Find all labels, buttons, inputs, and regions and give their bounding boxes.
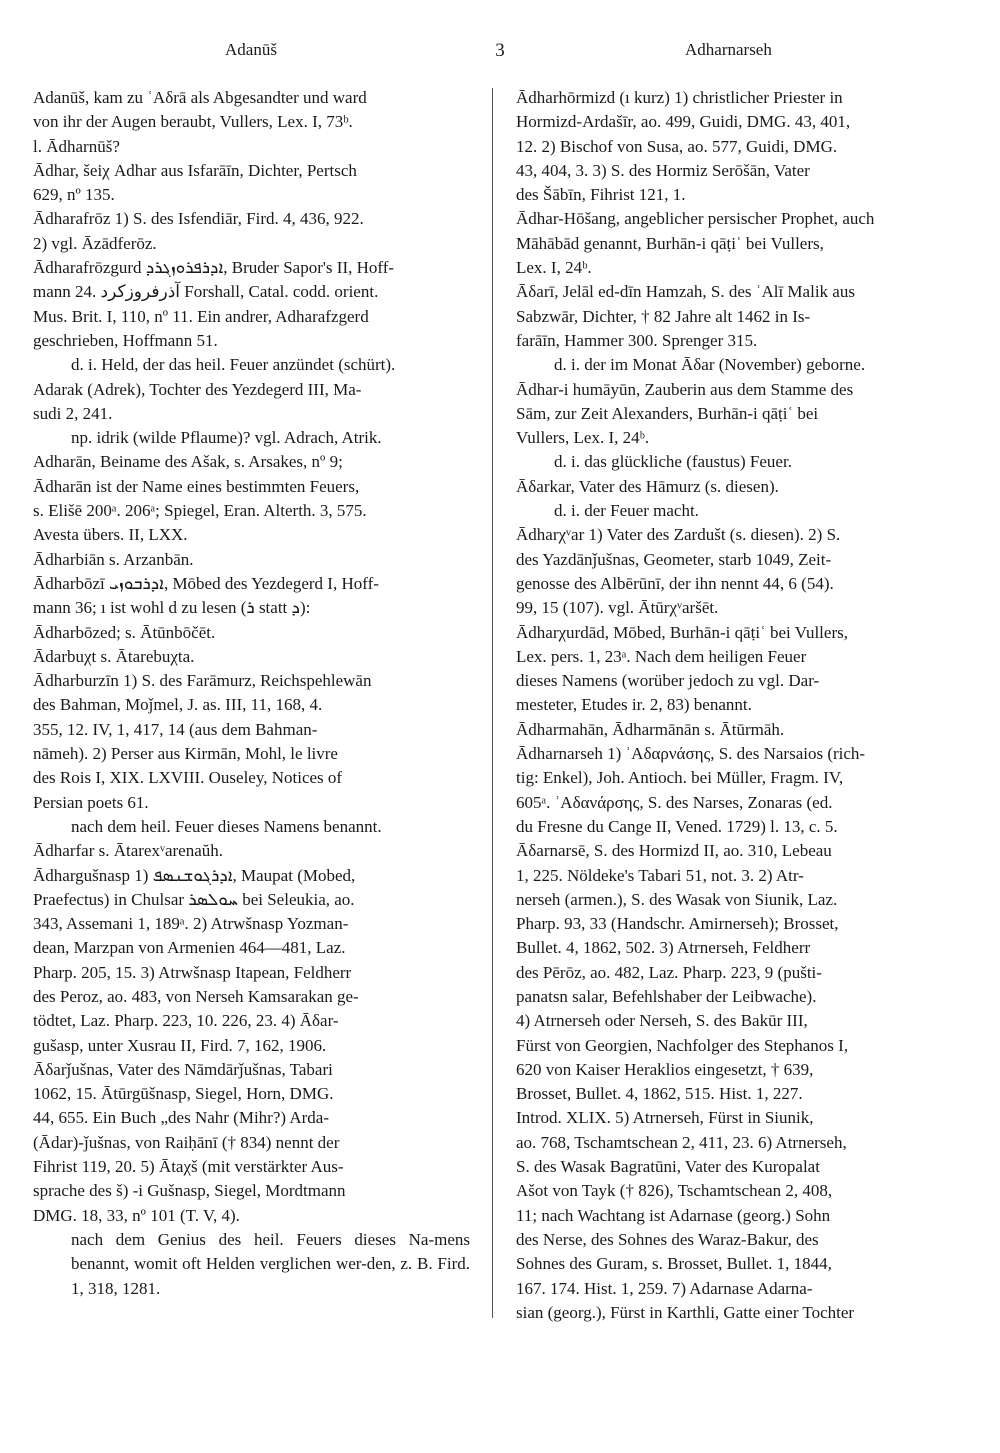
text-line: Hormizd-Ardašīr, ao. 499, Guidi, DMG. 43, 401,	[516, 112, 851, 132]
text-line: mann 24. آذرفروزکرد Forshall, Catal. codd. orient.	[33, 282, 379, 302]
text-line: Ādhargušnasp 1) ܐܕܪܓܘܫܢܣܦ, Maupat (Mobed,	[33, 865, 356, 885]
text-line: Persian poets 61.	[33, 792, 149, 812]
text-line: Ādharafrōz 1) S. des Isfendiār, Fird. 4, 436, 922.	[33, 209, 364, 229]
text-line: Ašot von Tayk († 826), Tschamtschean 2, 408,	[516, 1181, 833, 1201]
text-line: nāmeh). 2) Perser aus Kirmān, Mohl, le livre	[33, 744, 338, 764]
text-line: geschrieben, Hoffmann 51.	[33, 330, 218, 350]
text-line: (Ādar)-ǰušnas, von Raiḥānī († 834) nennt der	[33, 1132, 340, 1152]
text-line: 1, 225. Nöldeke's Tabari 51, not. 3. 2) Atr-	[516, 865, 804, 885]
text-line: 343, Assemani 1, 189ᵃ. 2) Atrwšnasp Yozman-	[33, 914, 349, 934]
text-line: 167. 174. Hist. 1, 259. 7) Adarnase Adarna-	[516, 1278, 813, 1298]
dictionary-entry	[516, 718, 958, 742]
dictionary-entry	[33, 839, 470, 863]
text-line: mesteter, Etudes ir. 2, 83) benannt.	[516, 695, 752, 715]
text-line: Adanūš, kam zu ʿAδrā als Abgesandter und ward	[33, 88, 367, 107]
text-line: Fihrist 119, 20. 5) Ātaχš (mit verstärkter Aus-	[33, 1157, 344, 1177]
text-line: nach dem Genius des heil. Feuers dieses Na-	[71, 1229, 435, 1249]
text-line: Sām, zur Zeit Alexanders, Burhān-i qāṭiʿ bei	[516, 403, 819, 423]
text-line: Āδarī, Jelāl ed-dīn Hamzah, S. des ʿAlī Malik aus	[516, 282, 855, 302]
text-line: Māhābād genannt, Burhān-i qāṭiʿ bei Vullers,	[516, 233, 824, 253]
text-line: 12. 2) Bischof von Susa, ao. 577, Guidi, DMG.	[516, 136, 838, 156]
text-line: Ādharmahān, Ādharmānān s. Ātūrmāh.	[516, 719, 785, 739]
text-line: nerseh (armen.), S. des Wasak von Siunik, Laz.	[516, 889, 838, 909]
dictionary-entry	[33, 159, 470, 208]
text-line: Ādharχurdād, Mōbed, Burhān-i qāṭiʿ bei Vullers,	[516, 622, 848, 642]
text-line: Ādharχᵛar 1) Vater des Zardušt (s. diesen). 2) S.	[516, 525, 841, 545]
text-line: Adharān, Beiname des Ašak, s. Arsakes, nº 9;	[33, 452, 343, 472]
dictionary-entry	[33, 256, 470, 353]
etymology-note	[33, 353, 470, 377]
text-line: Ādharbōzed; s. Ātūnbōčēt.	[33, 622, 216, 642]
text-line: 629, nº 135.	[33, 185, 115, 205]
text-line: 355, 12. IV, 1, 417, 14 (aus dem Bahman-	[33, 719, 318, 739]
text-line: Introd. XLIX. 5) Atrnerseh, Fürst in Siunik,	[516, 1108, 814, 1128]
text-line: mann 36; ı ist wohl d zu lesen (ܪ statt ܕ):	[33, 598, 311, 618]
text-line: Avesta übers. II, LXX.	[33, 525, 188, 545]
text-line: DMG. 18, 33, nº 101 (T. V, 4).	[33, 1205, 240, 1225]
text-line: S. des Wasak Bagratūni, Vater des Kuropalat	[516, 1157, 820, 1177]
text-line: des Nerse, des Sohnes des Waraz-Bakur, des	[516, 1229, 819, 1249]
left-column	[33, 86, 470, 1301]
text-line: Sohnes des Guram, s. Brosset, Bullet. 1, 1844,	[516, 1254, 832, 1274]
text-line: Ādharburzīn 1) S. des Farāmurz, Reichspehlewān	[33, 671, 372, 691]
etymology-note	[516, 499, 958, 523]
text-line: d. i. Held, der das heil. Feuer anzündet (schürt).	[71, 355, 396, 375]
dictionary-entry	[33, 864, 470, 1228]
text-line: Mus. Brit. I, 110, nº 11. Ein andrer, Adharafzgerd	[33, 306, 369, 326]
text-line: tig: Enkel), Joh. Antioch. bei Müller, Fragm. IV,	[516, 768, 844, 788]
text-line: farāīn, Hammer 300. Sprenger 315.	[516, 330, 758, 350]
dictionary-entry	[33, 86, 470, 159]
text-line: des Bahman, Moǰmel, J. as. III, 11, 168, 4.	[33, 695, 323, 715]
text-line: 620 von Kaiser Heraklios eingesetzt, † 639,	[516, 1059, 814, 1079]
page-number: 3	[495, 40, 505, 61]
text-line: Bullet. 4, 1862, 502. 3) Atrnerseh, Feldherr	[516, 938, 811, 958]
text-line: d. i. der im Monat Āδar (November) geborne.	[554, 355, 866, 375]
text-line: Pharp. 205, 15. 3) Atrwšnasp Itapean, Feldherr	[33, 962, 352, 982]
text-line: Lex. I, 24ᵇ.	[516, 258, 592, 278]
text-line: 605ᵃ. ʾΑδανάρσης, S. des Narses, Zonaras (ed.	[516, 792, 833, 812]
text-line: Lex. pers. 1, 23ᵃ. Nach dem heiligen Feuer	[516, 646, 807, 666]
text-line: panatsn salar, Befehlshaber der Leibwache).	[516, 986, 817, 1006]
header-left-catchword: Adanūš	[225, 40, 277, 59]
text-line: l. Ādharnūš?	[33, 136, 120, 156]
text-line: Ādharhōrmizd (ı kurz) 1) christlicher Priester in	[516, 88, 843, 107]
header-right-catchword: Adharnarseh	[685, 40, 772, 59]
dictionary-entry	[33, 669, 470, 815]
text-line: nach dem heil. Feuer dieses Namens benannt.	[71, 816, 382, 836]
dictionary-entry	[516, 280, 958, 353]
right-column	[516, 86, 958, 1325]
text-line: gušasp, unter Xusrau II, Fird. 7, 162, 1906.	[33, 1035, 327, 1055]
text-line: 43, 404, 3. 3) S. des Hormiz Serōšān, Vater	[516, 160, 810, 180]
text-line: s. Elišē 200ᵃ. 206ᵃ; Spiegel, Eran. Alterth. 3, 575.	[33, 501, 367, 521]
dictionary-entry	[516, 86, 958, 207]
text-line: ao. 768, Tschamtschean 2, 411, 23. 6) Atrnerseh,	[516, 1132, 847, 1152]
text-line: tödtet, Laz. Pharp. 223, 10. 226, 23. 4) Āδar-	[33, 1011, 339, 1031]
text-line: dean, Marzpan von Armenien 464—481, Laz.	[33, 938, 346, 958]
text-line: von ihr der Augen beraubt, Vullers, Lex. I, 73ᵇ.	[33, 112, 353, 132]
text-line: sian (georg.), Fürst in Karthli, Gatte einer Tochter	[516, 1302, 855, 1322]
text-line: Ādharafrōzgurd ܐܕܪܦܪܘܙܓܪܕ, Bruder Sapor's II, Hoff-	[33, 258, 395, 278]
text-line: Vullers, Lex. I, 24ᵇ.	[516, 428, 650, 448]
etymology-note	[516, 450, 958, 474]
text-line: 44, 655. Ein Buch „des Nahr (Mihr?) Arda-	[33, 1108, 330, 1128]
dictionary-entry	[33, 572, 470, 645]
text-line: des Peroz, ao. 483, von Nerseh Kamsarakan ge-	[33, 986, 359, 1006]
text-line: Ādhar, šeiχ Adhar aus Isfarāīn, Dichter, Pertsch	[33, 160, 357, 180]
text-line: Sabzwār, Dichter, † 82 Jahre alt 1462 in Is-	[516, 306, 811, 326]
text-line: Ādharnarseh 1) ʾΑδαρνάσης, S. des Narsaios (rich-	[516, 744, 866, 764]
etymology-note	[33, 426, 470, 450]
text-line: 4) Atrnerseh oder Nerseh, S. des Bakūr III,	[516, 1011, 808, 1031]
text-line: Praefectus) in Chulsar ܚܘܠܣܪ bei Seleukia, ao.	[33, 889, 355, 909]
text-line: den, z. B. Fird. 1, 318, 1281.	[71, 1254, 470, 1298]
text-line: 2) vgl. Āzādferōz.	[33, 233, 157, 253]
text-line: Āδarǰušnas, Vater des Nāmdārǰušnas, Tabari	[33, 1059, 333, 1079]
text-line: Ādharbiān s. Arzanbān.	[33, 549, 194, 569]
text-line: Brosset, Bullet. 4, 1862, 515. Hist. 1, 227.	[516, 1084, 803, 1104]
dictionary-entry	[33, 207, 470, 256]
text-line: dieses Namens (worüber jedoch zu vgl. Dar-	[516, 671, 820, 691]
dictionary-entry	[516, 475, 958, 499]
dictionary-entry	[516, 523, 958, 620]
text-line: Āδarnarsē, S. des Hormizd II, ao. 310, Lebeau	[516, 841, 832, 861]
dictionary-entry	[33, 645, 470, 669]
text-line: des Yazdānǰušnas, Geometer, starb 1049, Zeit-	[516, 549, 832, 569]
text-line: Ādharfar s. Ātarexᵛarenaŭh.	[33, 841, 224, 861]
text-line: des Pērōz, ao. 482, Laz. Pharp. 223, 9 (pušti-	[516, 962, 822, 982]
text-line: d. i. das glückliche (faustus) Feuer.	[554, 452, 792, 472]
text-line: Ādhar-Hōšang, angeblicher persischer Prophet, auch	[516, 209, 875, 229]
text-line: Pharp. 93, 33 (Handschr. Amirnerseh); Brosset,	[516, 914, 839, 934]
dictionary-entry	[516, 742, 958, 1325]
text-line: Ādharbōzī ܐܕܪܒܘܙܝ, Mōbed des Yezdegerd I, Hoff-	[33, 573, 379, 593]
text-line: 99, 15 (107). vgl. Ātūrχᵛaršēt.	[516, 598, 719, 618]
dictionary-entry	[33, 450, 470, 547]
text-line: genosse des Albērūnī, der ihn nennt 44, 6 (54).	[516, 573, 834, 593]
text-line: Āδarkar, Vater des Hāmurz (s. diesen).	[516, 476, 779, 496]
text-line: d. i. der Feuer macht.	[554, 501, 699, 521]
text-line: du Fresne du Cange II, Vened. 1729) l. 13, c. 5.	[516, 816, 838, 836]
text-line: Ādharān ist der Name eines bestimmten Feuers,	[33, 476, 360, 496]
dictionary-entry	[516, 207, 958, 280]
text-line: des Šābīn, Fihrist 121, 1.	[516, 185, 686, 205]
page-header	[30, 40, 970, 70]
text-line: sudi 2, 241.	[33, 403, 113, 423]
text-line: Ādarbuχt s. Ātarebuχta.	[33, 646, 195, 666]
dictionary-entry	[516, 378, 958, 451]
text-line: des Rois I, XIX. LXVIII. Ouseley, Notices of	[33, 768, 343, 788]
etymology-note	[516, 353, 958, 377]
dictionary-entry	[33, 378, 470, 427]
text-line: Ādhar-i humāyūn, Zauberin aus dem Stamme des	[516, 379, 854, 399]
column-divider	[492, 88, 493, 1318]
text-line: 11; nach Wachtang ist Adarnase (georg.) Sohn	[516, 1205, 831, 1225]
dictionary-entry	[516, 621, 958, 718]
etymology-note	[33, 1228, 470, 1301]
text-line: 1062, 15. Ātūrgūšnasp, Siegel, Horn, DMG.	[33, 1084, 334, 1104]
text-line: mens benannt, womit oft Helden verglichen wer-	[71, 1229, 470, 1274]
text-line: Adarak (Adrek), Tochter des Yezdegerd III, Ma-	[33, 379, 362, 399]
text-line: sprache des š) -i Gušnasp, Siegel, Mordtmann	[33, 1181, 346, 1201]
text-line: np. idrik (wilde Pflaume)? vgl. Adrach, Atrik.	[71, 428, 382, 448]
dictionary-entry	[33, 548, 470, 572]
text-line: Fürst von Georgien, Nachfolger des Stephanos I,	[516, 1035, 849, 1055]
etymology-note	[33, 815, 470, 839]
